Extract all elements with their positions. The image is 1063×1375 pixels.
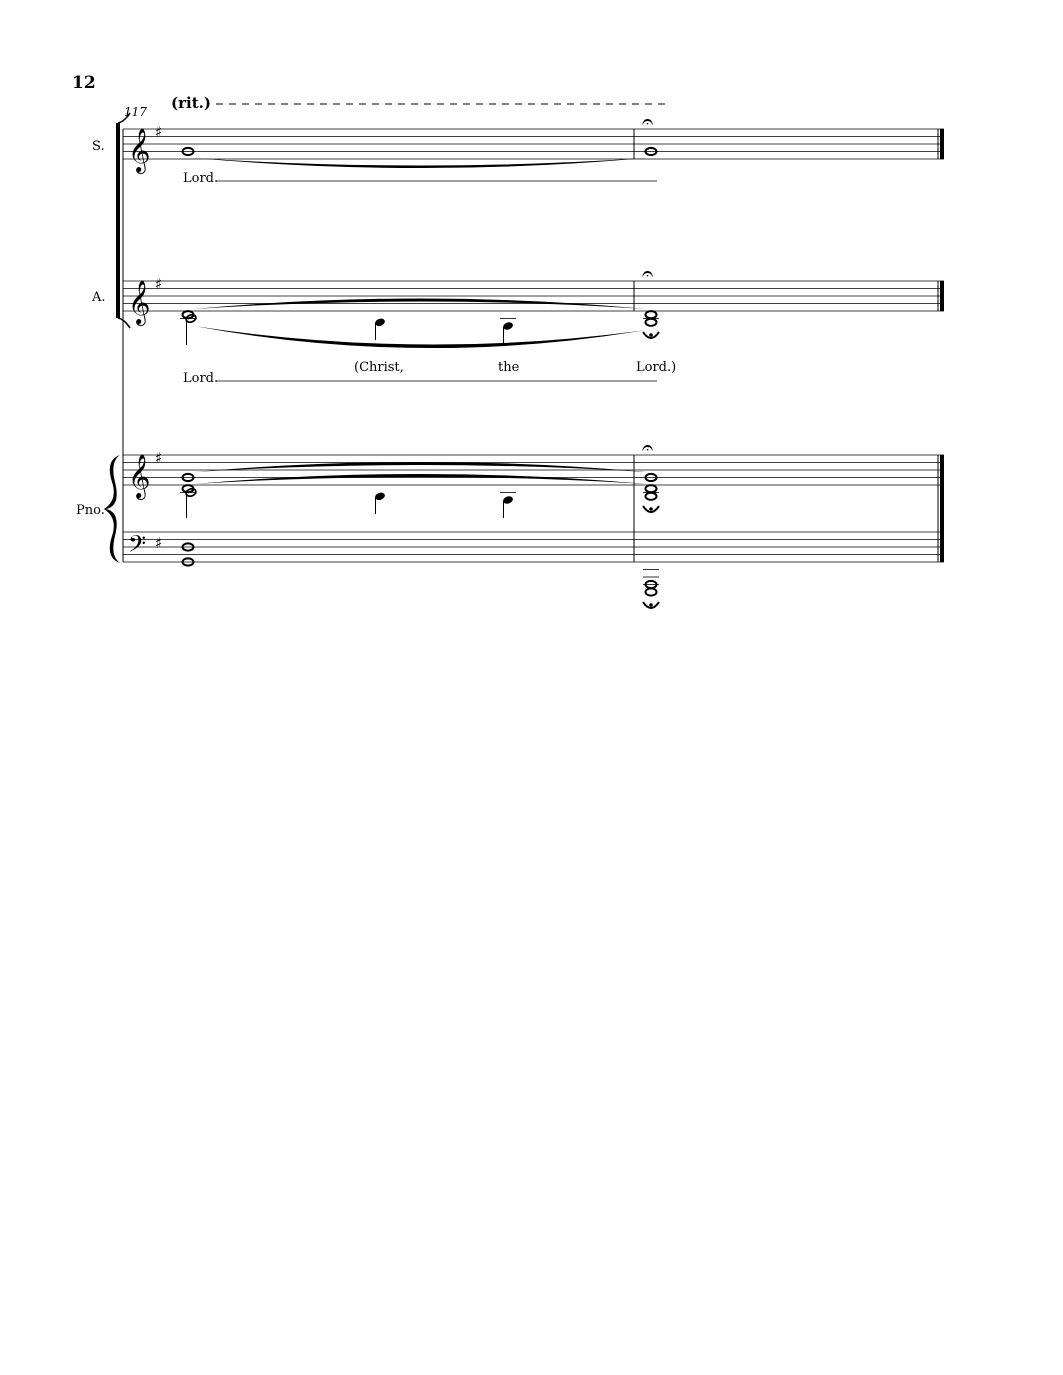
fermata-below-icon — [643, 332, 659, 338]
fermata-below-icon — [643, 506, 659, 512]
page-number: 12 — [72, 73, 96, 93]
soprano-staff — [92, 109, 944, 186]
alto-whole-note — [646, 319, 657, 326]
alto-lyric: Lord. — [183, 371, 219, 386]
piano-label: Pno. — [76, 503, 105, 518]
sharp-icon: ♯ — [155, 123, 163, 141]
alto-lyric: the — [498, 360, 520, 375]
soprano-tie — [194, 158, 646, 168]
piano-staff — [76, 435, 944, 608]
alto-slur — [194, 326, 646, 348]
sharp-icon: ♯ — [155, 534, 163, 552]
alto-lyric: (Christ, — [354, 360, 404, 375]
bass-clef-icon: 𝄢 — [128, 530, 147, 563]
rit-marking: (rit.) — [171, 94, 211, 112]
fermata-below-icon — [643, 602, 659, 608]
soprano-label: S. — [92, 139, 105, 154]
treble-clef-icon: 𝄞 — [128, 128, 151, 172]
piano-tie — [194, 462, 646, 472]
piano-tie — [194, 474, 646, 484]
sharp-icon: ♯ — [155, 275, 163, 293]
alto-label: A. — [92, 290, 106, 305]
treble-clef-icon: 𝄞 — [128, 454, 151, 498]
alto-whole-note — [646, 311, 657, 318]
soprano-lyric: Lord. — [183, 171, 219, 186]
fermata-icon: 𝄐 — [642, 261, 654, 285]
alto-staff-lines — [123, 281, 944, 311]
treble-clef-icon: 𝄞 — [128, 280, 151, 324]
piano-whole-note — [646, 493, 657, 500]
sharp-icon: ♯ — [155, 449, 163, 467]
alto-lyric: Lord.) — [636, 360, 677, 375]
alto-staff — [91, 261, 944, 386]
fermata-icon: 𝄐 — [642, 109, 654, 133]
soprano-staff-lines — [123, 129, 944, 159]
piano-whole-note — [646, 485, 657, 492]
fermata-icon: 𝄐 — [642, 435, 654, 459]
piano-bass-staff-lines — [123, 532, 944, 562]
measure-number: 117 — [124, 105, 147, 119]
piano-brace — [104, 455, 120, 563]
piano-bass-whole-note — [646, 588, 657, 595]
